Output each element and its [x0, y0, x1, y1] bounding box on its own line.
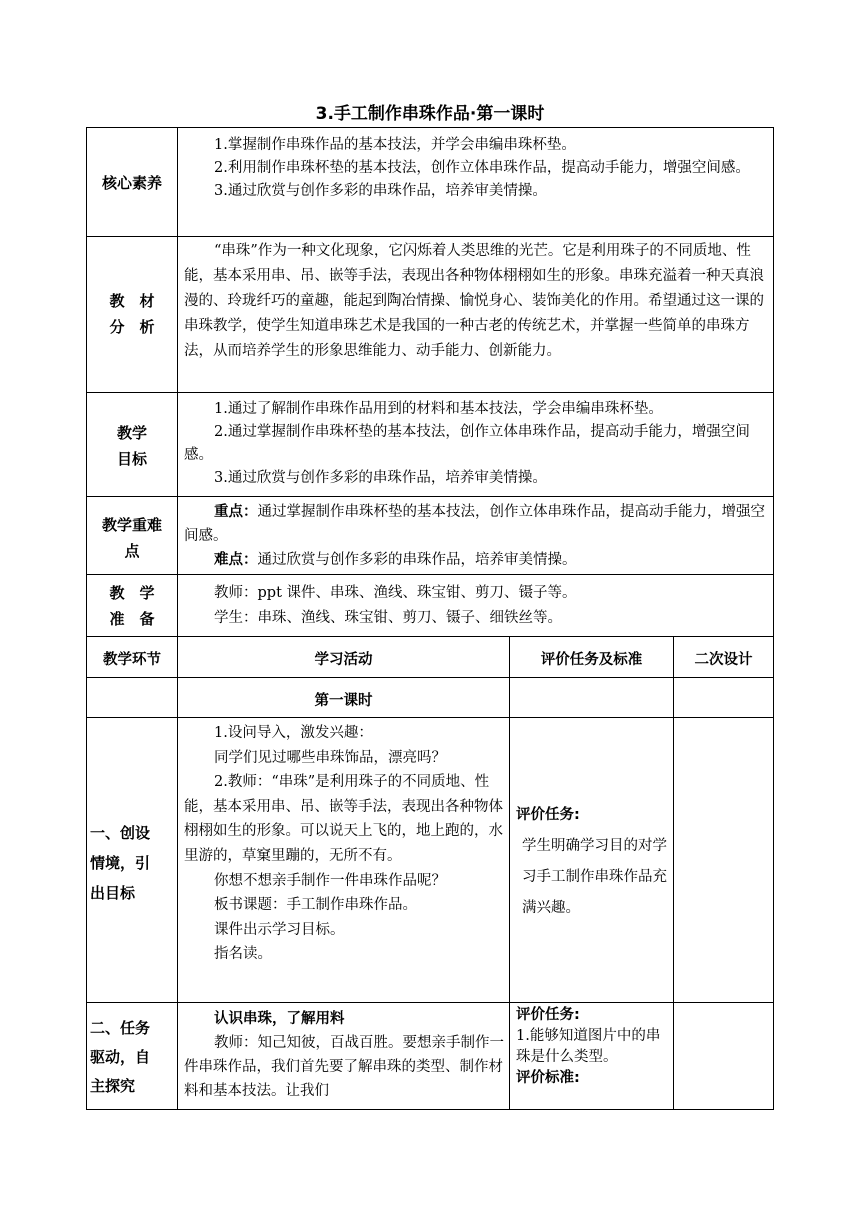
- core-literacy-item: 3.通过欣赏与创作多彩的串珠作品，培养审美情操。: [214, 183, 547, 199]
- row-divider: [86, 236, 774, 237]
- column-divider: [509, 636, 510, 1110]
- column-divider: [673, 636, 674, 1110]
- label-line: 出目标: [90, 884, 136, 902]
- teaching-goals-content: [184, 398, 768, 490]
- row-divider: [86, 574, 774, 575]
- label-line: 分 析: [109, 318, 155, 336]
- row-divider: [86, 677, 774, 678]
- evaluation-task-text: 1.能够知道图片中的串珠是什么类型。: [516, 1028, 661, 1065]
- section-label-key-difficult: [87, 512, 177, 564]
- core-literacy-item: 2.利用制作串珠杯垫的基本技法，创作立体串珠作品，提高动手能力，增强空间感。: [214, 160, 750, 176]
- table-border-bottom: [86, 1109, 774, 1110]
- section-label-preparation: [87, 580, 177, 632]
- activity-line: 板书课题：手工制作串珠作品。: [214, 897, 417, 914]
- header-learning-activity: 学习活动: [314, 652, 373, 668]
- label-line: 一、创设: [90, 824, 151, 842]
- core-literacy-content: [184, 134, 768, 203]
- row-divider: [86, 1002, 774, 1003]
- label-line: 教学重难: [101, 516, 162, 534]
- activity-line: 课件出示学习目标。: [214, 921, 345, 938]
- stage-label-create-situation: [90, 818, 176, 908]
- activity-line: 教师：知己知彼，百战百胜。要想亲手制作一件串珠作品，我们首先要了解串珠的类型、制作材料和基本技法。让我们: [184, 1035, 504, 1099]
- student-preparation: 学生：串珠、渔线、珠宝钳、剪刀、镊子、细铁丝等。: [214, 610, 562, 626]
- teacher-preparation: 教师：ppt 课件、串珠、渔线、珠宝钳、剪刀、镊子等。: [214, 585, 577, 601]
- difficult-point-text: 通过欣赏与创作多彩的串珠作品，培养审美情操。: [257, 552, 577, 568]
- section-label-teaching-goals: [87, 420, 177, 472]
- key-difficult-content: [184, 500, 768, 572]
- label-line: 教学: [116, 424, 147, 442]
- label-line: 情境，引: [90, 854, 151, 872]
- label-line: 准 备: [109, 610, 155, 628]
- row-divider: [86, 636, 774, 637]
- section-label-material-analysis: [87, 288, 177, 340]
- evaluation-content-2: [516, 1005, 670, 1089]
- key-point-label: 重点：: [214, 504, 258, 520]
- label-line: 目标: [116, 450, 147, 468]
- difficult-point-label: 难点：: [214, 552, 258, 568]
- evaluation-content-1: [516, 800, 668, 924]
- key-point: [184, 500, 768, 548]
- activity-content-1: [184, 721, 504, 967]
- activity-line: 1.设问导入，激发兴趣：: [214, 725, 373, 741]
- teaching-goal-item: 3.通过欣赏与创作多彩的串珠作品，培养审美情操。: [214, 470, 547, 486]
- evaluation-standard-label: 评价标准:: [516, 1070, 580, 1086]
- key-point-text: 通过掌握制作串珠杯垫的基本技法，创作立体串珠作品，提高动手能力，增强空间感。: [184, 504, 765, 544]
- material-analysis-text: “串珠”作为一种文化现象，它闪烁着人类思维的光芒。它是利用珠子的不同质地、性能，基本采用串、吊、嵌等手法，表现出各种物体栩栩如生的形象。串珠充溢着一种天真浪漫的、玲珑纤巧的童趣，能起到陶冶情操、愉悦身心、装饰美化的作用。希望通过这一课的串珠教学，使学生知道串珠艺术是我国的一种古老的传统艺术，并掌握一些简单的串珠方法，从而培养学生的形象思维能力、动手能力、创新能力。: [184, 243, 764, 359]
- activity-line: 2.教师：“串珠”是利用珠子的不同质地、性能，基本采用串、吊、嵌等手法，表现出各种物体栩栩如生的形象。可以说天上飞的，地上跑的，水里游的，草窠里蹦的，无所不有。: [184, 774, 503, 864]
- header-evaluation: 评价任务及标准: [540, 652, 643, 668]
- label-line: 主探究: [90, 1077, 136, 1095]
- stage-label-task-driven: [90, 1014, 176, 1101]
- evaluation-task-text: 学生明确学习目的对学习手工制作串珠作品充满兴趣。: [522, 838, 667, 916]
- teaching-goal-item: 2.通过掌握制作串珠杯垫的基本技法，创作立体串珠作品，提高动手能力，增强空间感。: [184, 424, 750, 463]
- material-analysis-content: [184, 239, 768, 364]
- label-line: 点: [124, 542, 140, 560]
- row-divider: [86, 496, 774, 497]
- row-divider: [86, 392, 774, 393]
- label-line: 教 材: [109, 292, 155, 310]
- evaluation-task-label: 评价任务:: [516, 1007, 580, 1023]
- label-line: 二、任务: [90, 1019, 151, 1037]
- activity-line: 同学们见过哪些串珠饰品，漂亮吗？: [214, 749, 446, 766]
- label-line: 教 学: [109, 584, 155, 602]
- lesson-period-label: 第一课时: [314, 693, 373, 709]
- activity-heading: 认识串珠，了解用料: [214, 1011, 345, 1027]
- page-title: 3.手工制作串珠作品·第一课时: [315, 104, 545, 124]
- header-teaching-stage: 教学环节: [103, 652, 161, 668]
- label-line: 驱动，自: [90, 1048, 151, 1066]
- activity-line: 指名读。: [214, 946, 272, 963]
- table-border-right: [773, 127, 774, 1110]
- section-label-core-literacy: 核心素养: [101, 174, 162, 192]
- header-second-design: 二次设计: [694, 652, 753, 668]
- label-column-divider: [177, 127, 178, 636]
- difficult-point: [184, 548, 768, 572]
- table-border-top: [86, 127, 774, 128]
- row-divider: [86, 717, 774, 718]
- evaluation-task-label: 评价任务:: [516, 807, 580, 823]
- activity-content-2: [184, 1007, 504, 1103]
- teaching-goal-item: 1.通过了解制作串珠作品用到的材料和基本技法，学会串编串珠杯垫。: [214, 401, 663, 417]
- preparation-content: [184, 581, 768, 631]
- activity-line: 你想不想亲手制作一件串珠作品呢？: [214, 872, 446, 889]
- core-literacy-item: 1.掌握制作串珠作品的基本技法，并学会串编串珠杯垫。: [214, 137, 576, 153]
